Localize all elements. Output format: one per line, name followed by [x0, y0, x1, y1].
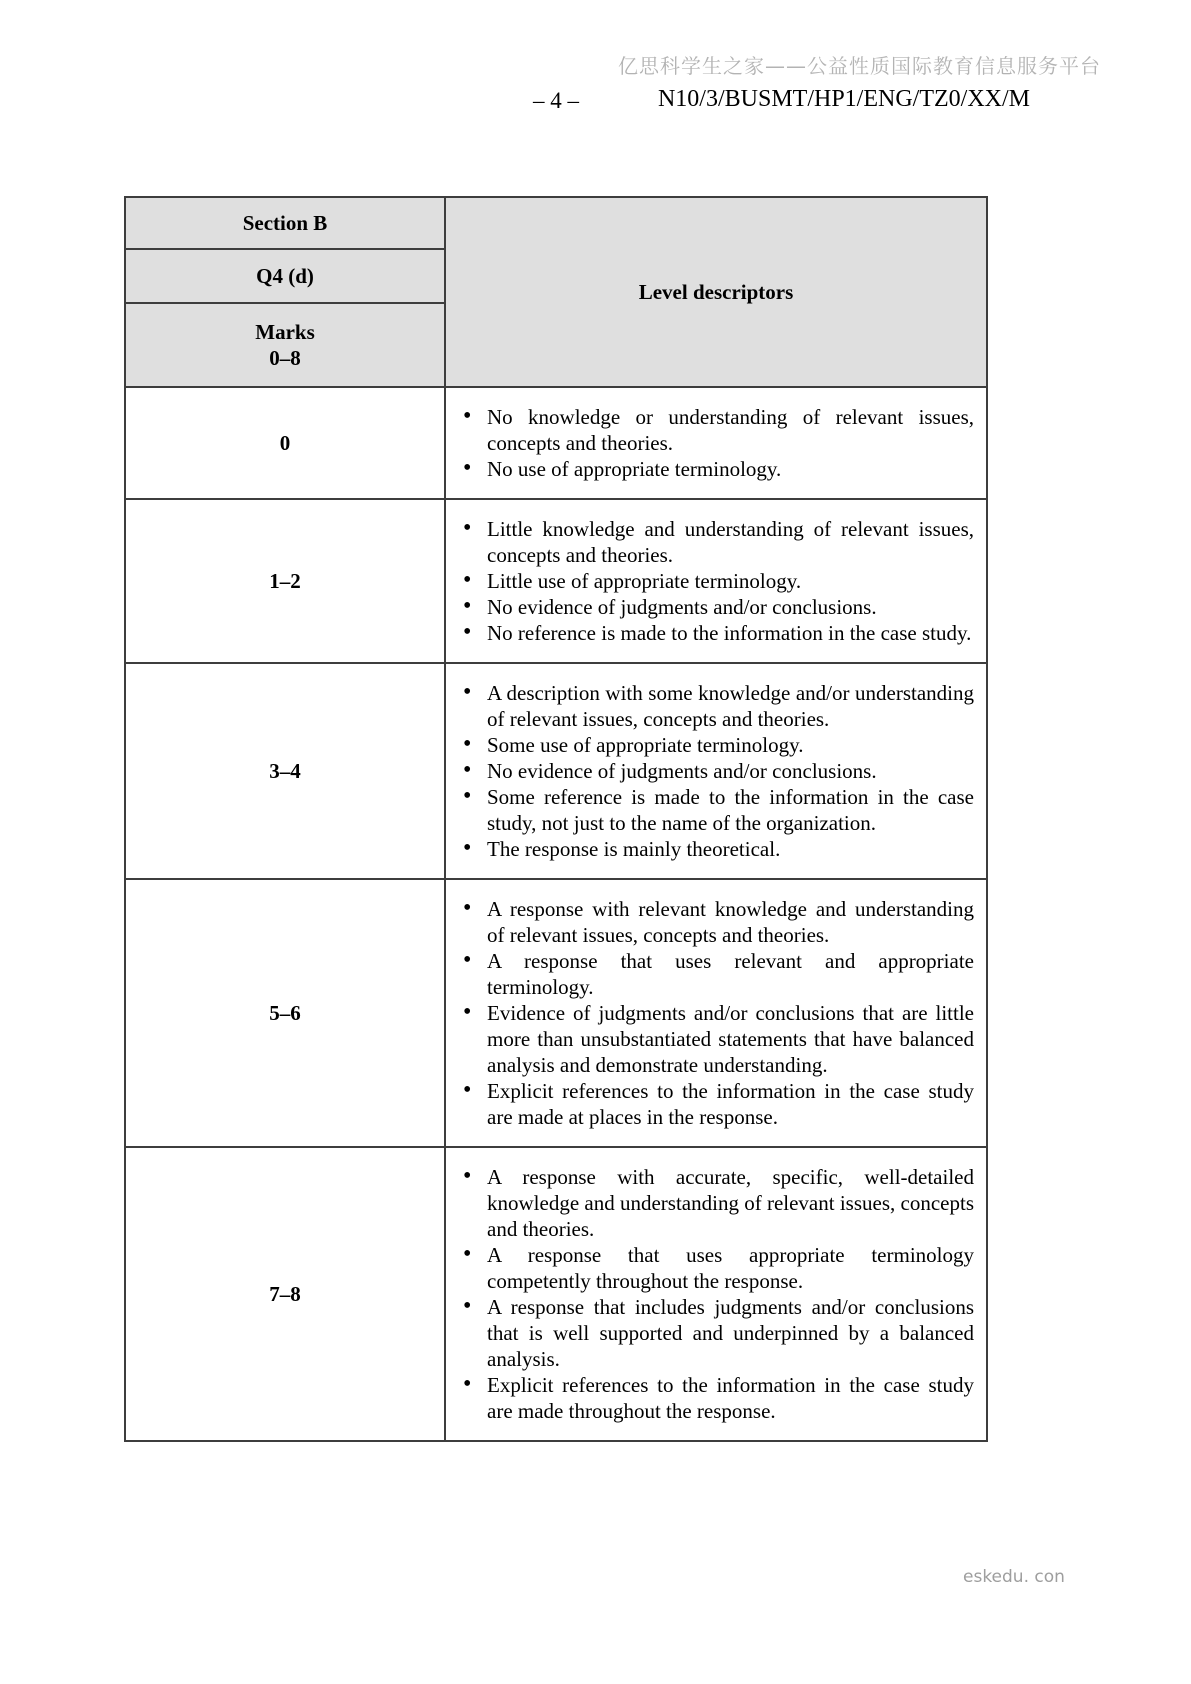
paper-code: N10/3/BUSMT/HP1/ENG/TZ0/XX/M: [657, 86, 1030, 112]
descriptors-cell: [445, 879, 987, 1147]
page-number: – 4 –: [533, 88, 579, 113]
descriptor-item: • No knowledge or understanding of relevant issues, concepts and theories.: [456, 404, 974, 456]
descriptor-item: • No evidence of judgments and/or conclusions.: [456, 594, 974, 620]
descriptors-cell: [445, 387, 987, 499]
table-row: [125, 499, 987, 663]
site-watermark-footer: eskedu. con: [963, 1567, 1065, 1587]
descriptor-item: • Some reference is made to the information in the case study, not just to the name of the organization.: [456, 784, 974, 836]
header-row-section: [125, 197, 987, 249]
descriptor-item: • A response that uses appropriate terminology competently throughout the response.: [456, 1242, 974, 1294]
descriptors-cell: [445, 499, 987, 663]
level-descriptors-table: [124, 196, 988, 1442]
marks-cell: 3–4: [125, 663, 445, 879]
descriptor-item: • Explicit references to the information in the case study are made throughout the response.: [456, 1372, 974, 1424]
marks-range: 0–8: [269, 346, 301, 370]
question-header-cell: Q4 (d): [125, 249, 445, 303]
descriptor-item: • The response is mainly theoretical.: [456, 836, 974, 862]
descriptor-item: • A description with some knowledge and/or understanding of relevant issues, concepts and theories.: [456, 680, 974, 732]
descriptor-list: [456, 680, 974, 862]
descriptor-item: • A response with relevant knowledge and understanding of relevant issues, concepts and theories.: [456, 896, 974, 948]
descriptor-item: • No reference is made to the information in the case study.: [456, 620, 974, 646]
table-row: [125, 387, 987, 499]
table-row: [125, 1147, 987, 1441]
descriptor-item: • A response that uses relevant and appropriate terminology.: [456, 948, 974, 1000]
marks-cell: 7–8: [125, 1147, 445, 1441]
table-row: [125, 663, 987, 879]
descriptor-item: • Little knowledge and understanding of relevant issues, concepts and theories.: [456, 516, 974, 568]
descriptor-item: • A response with accurate, specific, well-detailed knowledge and understanding of relevant issues, concepts and theories.: [456, 1164, 974, 1242]
descriptors-cell: [445, 1147, 987, 1441]
descriptor-list: [456, 404, 974, 482]
section-header-cell: Section B: [125, 197, 445, 249]
site-watermark-header: 亿思科学生之家——公益性质国际教育信息服务平台: [618, 54, 1101, 78]
descriptor-item: • Little use of appropriate terminology.: [456, 568, 974, 594]
descriptor-list: [456, 896, 974, 1130]
table-row: [125, 879, 987, 1147]
descriptor-list: [456, 516, 974, 646]
descriptor-item: • No evidence of judgments and/or conclusions.: [456, 758, 974, 784]
marks-cell: 1–2: [125, 499, 445, 663]
level-descriptors-header-cell: Level descriptors: [445, 197, 987, 387]
marks-header-cell: [125, 303, 445, 387]
descriptor-item: • Some use of appropriate terminology.: [456, 732, 974, 758]
marks-cell: 0: [125, 387, 445, 499]
descriptors-cell: [445, 663, 987, 879]
descriptor-item: • A response that includes judgments and/or conclusions that is well supported and underpinned by a balanced analysis.: [456, 1294, 974, 1372]
descriptor-item: • Explicit references to the information in the case study are made at places in the response.: [456, 1078, 974, 1130]
descriptor-item: • Evidence of judgments and/or conclusions that are little more than unsubstantiated statements that have balanced analysis and demonstrate understanding.: [456, 1000, 974, 1078]
marks-label: Marks: [255, 320, 315, 344]
descriptor-list: [456, 1164, 974, 1424]
descriptor-item: • No use of appropriate terminology.: [456, 456, 974, 482]
marks-cell: 5–6: [125, 879, 445, 1147]
